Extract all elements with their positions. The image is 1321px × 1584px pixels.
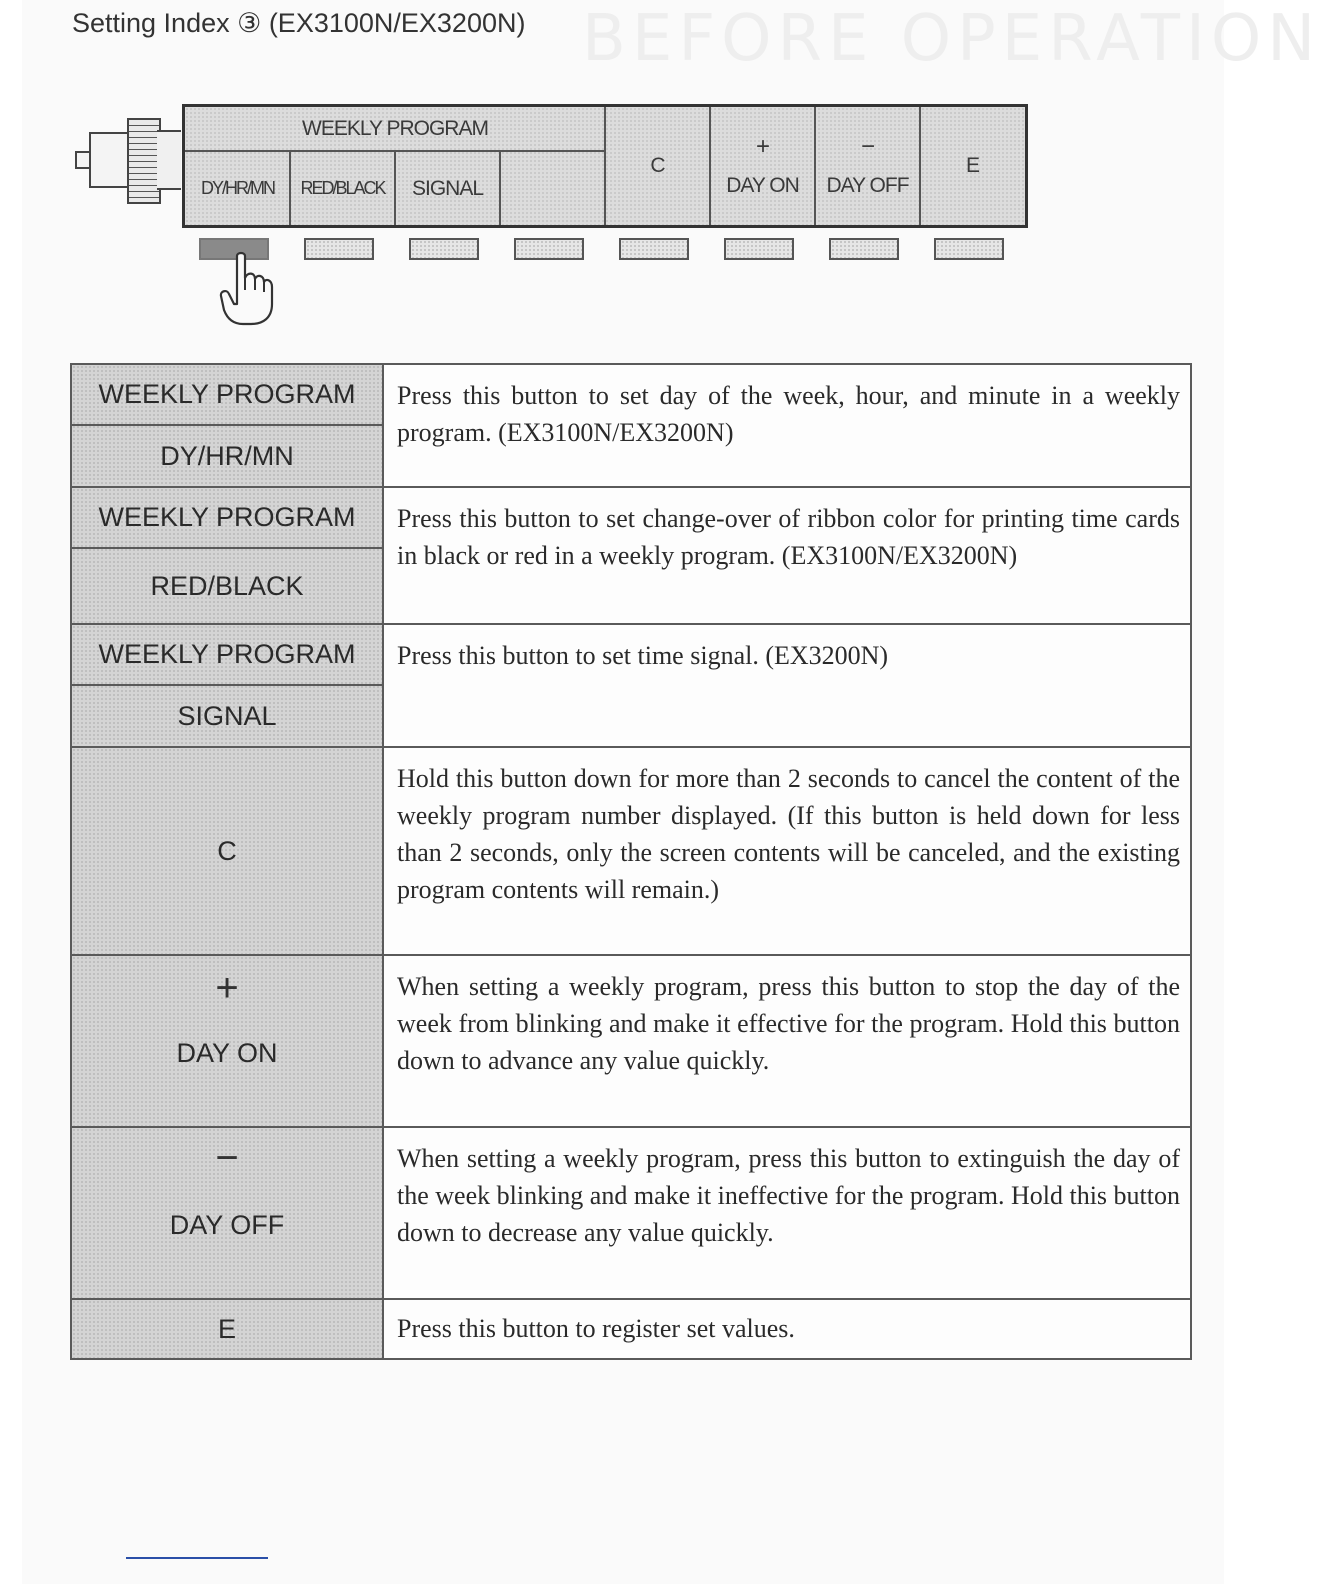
section-watermark: BEFORE OPERATION: [582, 2, 1321, 76]
button-description: When setting a weekly program, press this button to extinguish the day of the week blinking and make it ineffective for the program. Hold this button down to decrease any value quickly.: [383, 1127, 1191, 1299]
button-description: Hold this button down for more than 2 seconds to cancel the content of the weekly program number displayed. (If this button is held down for less than 2 seconds, only the screen contents will be canceled, and the existing program contents will remain.): [383, 747, 1191, 955]
button-description: Press this button to set change-over of ribbon color for printing time cards in black or red in a weekly program. (EX3100N/EX3200N): [383, 487, 1191, 624]
panel-label-blank: [500, 152, 605, 225]
table-row: [71, 364, 1191, 487]
panel-divider: [394, 151, 396, 225]
button-description: Press this button to register set values.: [383, 1299, 1191, 1359]
group-label: WEEKLY PROGRAM: [98, 502, 356, 532]
panel-label-signal: SIGNAL: [411, 176, 484, 200]
button-name-cell: [71, 747, 383, 955]
button-label-group: [72, 956, 382, 1126]
button-label: E: [217, 1313, 236, 1344]
group-label: WEEKLY PROGRAM: [98, 379, 356, 409]
panel-divider: [289, 151, 291, 225]
pointing-hand-icon: [217, 252, 273, 326]
table-row: [71, 487, 1191, 624]
panel-label-dy-hr-mn: DY/HR/MN: [201, 178, 274, 198]
plus-icon: +: [755, 133, 769, 160]
button-label: C: [217, 835, 237, 866]
button-description: Press this button to set day of the week, hour, and minute in a weekly program. (EX3100N/EX3200N): [383, 364, 1191, 487]
button-label: DAY ON: [176, 1038, 278, 1068]
panel-label-day-off: DAY OFF: [826, 174, 909, 197]
button-name-cell: [71, 364, 383, 487]
key-day-on[interactable]: [724, 238, 794, 260]
control-panel-diagram: [72, 100, 1032, 330]
panel-label-red-black: RED/BLACK: [300, 178, 385, 198]
panel-divider: [709, 107, 711, 225]
panel-label-day-on: DAY ON: [726, 174, 799, 197]
panel-label-c: C: [650, 154, 665, 177]
button-name-cell: [71, 1127, 383, 1299]
minus-icon: −: [215, 1136, 239, 1180]
button-name-cell: [71, 955, 383, 1127]
key-signal[interactable]: [409, 238, 479, 260]
key-blank[interactable]: [514, 238, 584, 260]
table-row: [71, 955, 1191, 1127]
key-e[interactable]: [934, 238, 1004, 260]
button-label-group: [72, 1128, 382, 1298]
button-label: DAY OFF: [169, 1210, 285, 1240]
key-red-black[interactable]: [304, 238, 374, 260]
button-name-cell: [71, 624, 383, 747]
group-label: WEEKLY PROGRAM: [98, 639, 356, 669]
panel-divider: [919, 107, 921, 225]
button-name-cell: [71, 487, 383, 624]
table-row: [71, 1127, 1191, 1299]
footer-rule: [126, 1557, 268, 1559]
panel-group-label: WEEKLY PROGRAM: [302, 117, 488, 140]
setting-index-table: [70, 363, 1192, 1360]
key-c[interactable]: [619, 238, 689, 260]
page-title: Setting Index ③ (EX3100N/EX3200N): [72, 8, 526, 38]
button-description: When setting a weekly program, press this button to stop the day of the week from blinking and make it effective for the program. Hold this button down to advance any value quickly.: [383, 955, 1191, 1127]
button-description: Press this button to set time signal. (EX3200N): [383, 624, 1191, 747]
button-name-cell: [71, 1299, 383, 1359]
knob-gear-icon: [127, 118, 161, 204]
panel-divider: [814, 107, 816, 225]
minus-icon: −: [860, 133, 874, 160]
panel-cell-day-on: [710, 107, 815, 225]
table-row: [71, 1299, 1191, 1359]
key-day-off[interactable]: [829, 238, 899, 260]
knob-neck: [157, 130, 181, 190]
table-row: [71, 747, 1191, 955]
panel-cell-day-off: [815, 107, 920, 225]
panel-divider: [499, 151, 501, 225]
plus-icon: +: [215, 966, 239, 1010]
panel-label-e: E: [965, 154, 979, 177]
table-row: [71, 624, 1191, 747]
knob-shaft: [89, 132, 129, 188]
manual-page: [22, 0, 1321, 1584]
button-panel: [182, 104, 1028, 228]
button-label: SIGNAL: [72, 684, 382, 746]
button-label: RED/BLACK: [72, 547, 382, 623]
panel-divider: [604, 107, 606, 225]
button-label: DY/HR/MN: [72, 424, 382, 486]
